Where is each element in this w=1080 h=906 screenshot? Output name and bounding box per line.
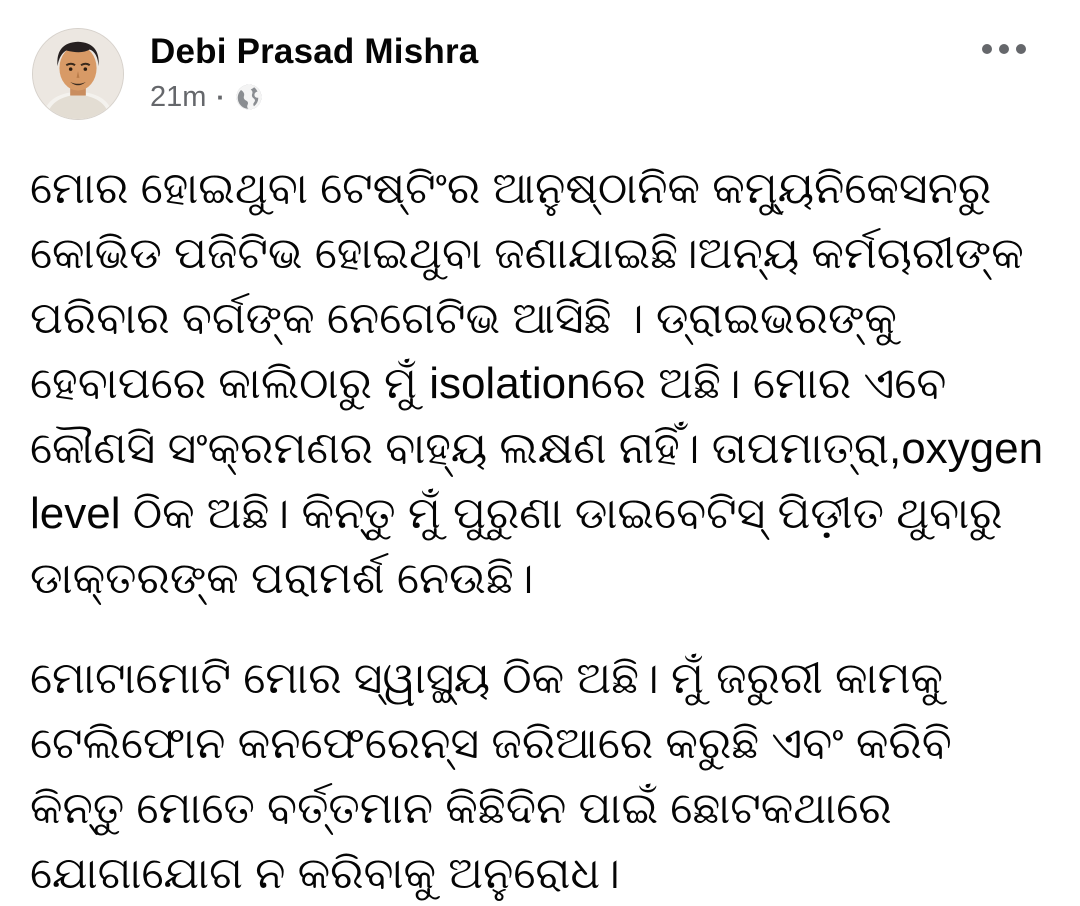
ellipsis-icon [1016,44,1026,54]
post-header [0,0,1080,120]
timestamp[interactable]: 21m [150,80,207,113]
post-options-button[interactable] [974,36,1034,62]
header-text [150,28,478,112]
author-name[interactable]: Debi Prasad Mishra [150,32,479,71]
meta-separator: · [216,82,226,113]
avatar[interactable] [32,28,124,120]
ellipsis-icon [999,44,1009,54]
globe-icon [235,83,263,111]
post-body [0,120,1080,906]
post-paragraph: ମୋର ହୋଇଥୁବା ଟେଷ୍ଟିଂର ଆନୁଷ୍ଠାନିକ କମ୍ୟୁନିକେସନରୁ କୋଭିଡ ପଜିଟିଭ ହୋଇଥୁବା ଜଣାଯାଇଛି।ଅନ୍ୟ କର୍ମଚାରୀଙ୍କ ପରିବାର ବର୍ଗଙ୍କ ନେଗେଟିଭ ଆସିଛି । ଡ୍ରାଇଭରଙ୍କୁ ହେବାପରେ କାଲିଠାରୁ ମୁଁ isolationରେ ଅଛି। ମୋର ଏବେ କୌଣସି ସଂକ୍ରମଣର ବାହ୍ୟ ଲକ୍ଷଣ ନାହିଁ। ତାପମାତ୍ରା,oxygen level ଠିକ ଅଛି। କିନ୍ତୁ ମୁଁ ପୁରୁଣା ଡାଇବେଟିସ୍ ପିଡ଼ୀତ ଥୁବାରୁ ଡାକ୍ତରଙ୍କ ପରାମର୍ଶ ନେଉଛି। [30,164,1044,603]
ellipsis-icon [982,44,992,54]
post-paragraph: ମୋଟାମୋଟି ମୋର ସ୍ୱାସ୍ଥ୍ୟ ଠିକ ଅଛି। ମୁଁ ଜରୁରୀ କାମକୁ ଟେଲିଫୋନ କନଫେରେନ୍ସ ଜରିଆରେ କରୁଛି ଏବଂ କରିବି କିନ୍ତୁ ମୋତେ ବର୍ତ୍ତମାନ କିଛିଦିନ ପାଇଁ ଛୋଟକଥାରେ ଯୋଗାଯୋଗ ନ କରିବାକୁ ଅନୁରୋଧ। [30,654,952,898]
post-meta [150,80,478,113]
